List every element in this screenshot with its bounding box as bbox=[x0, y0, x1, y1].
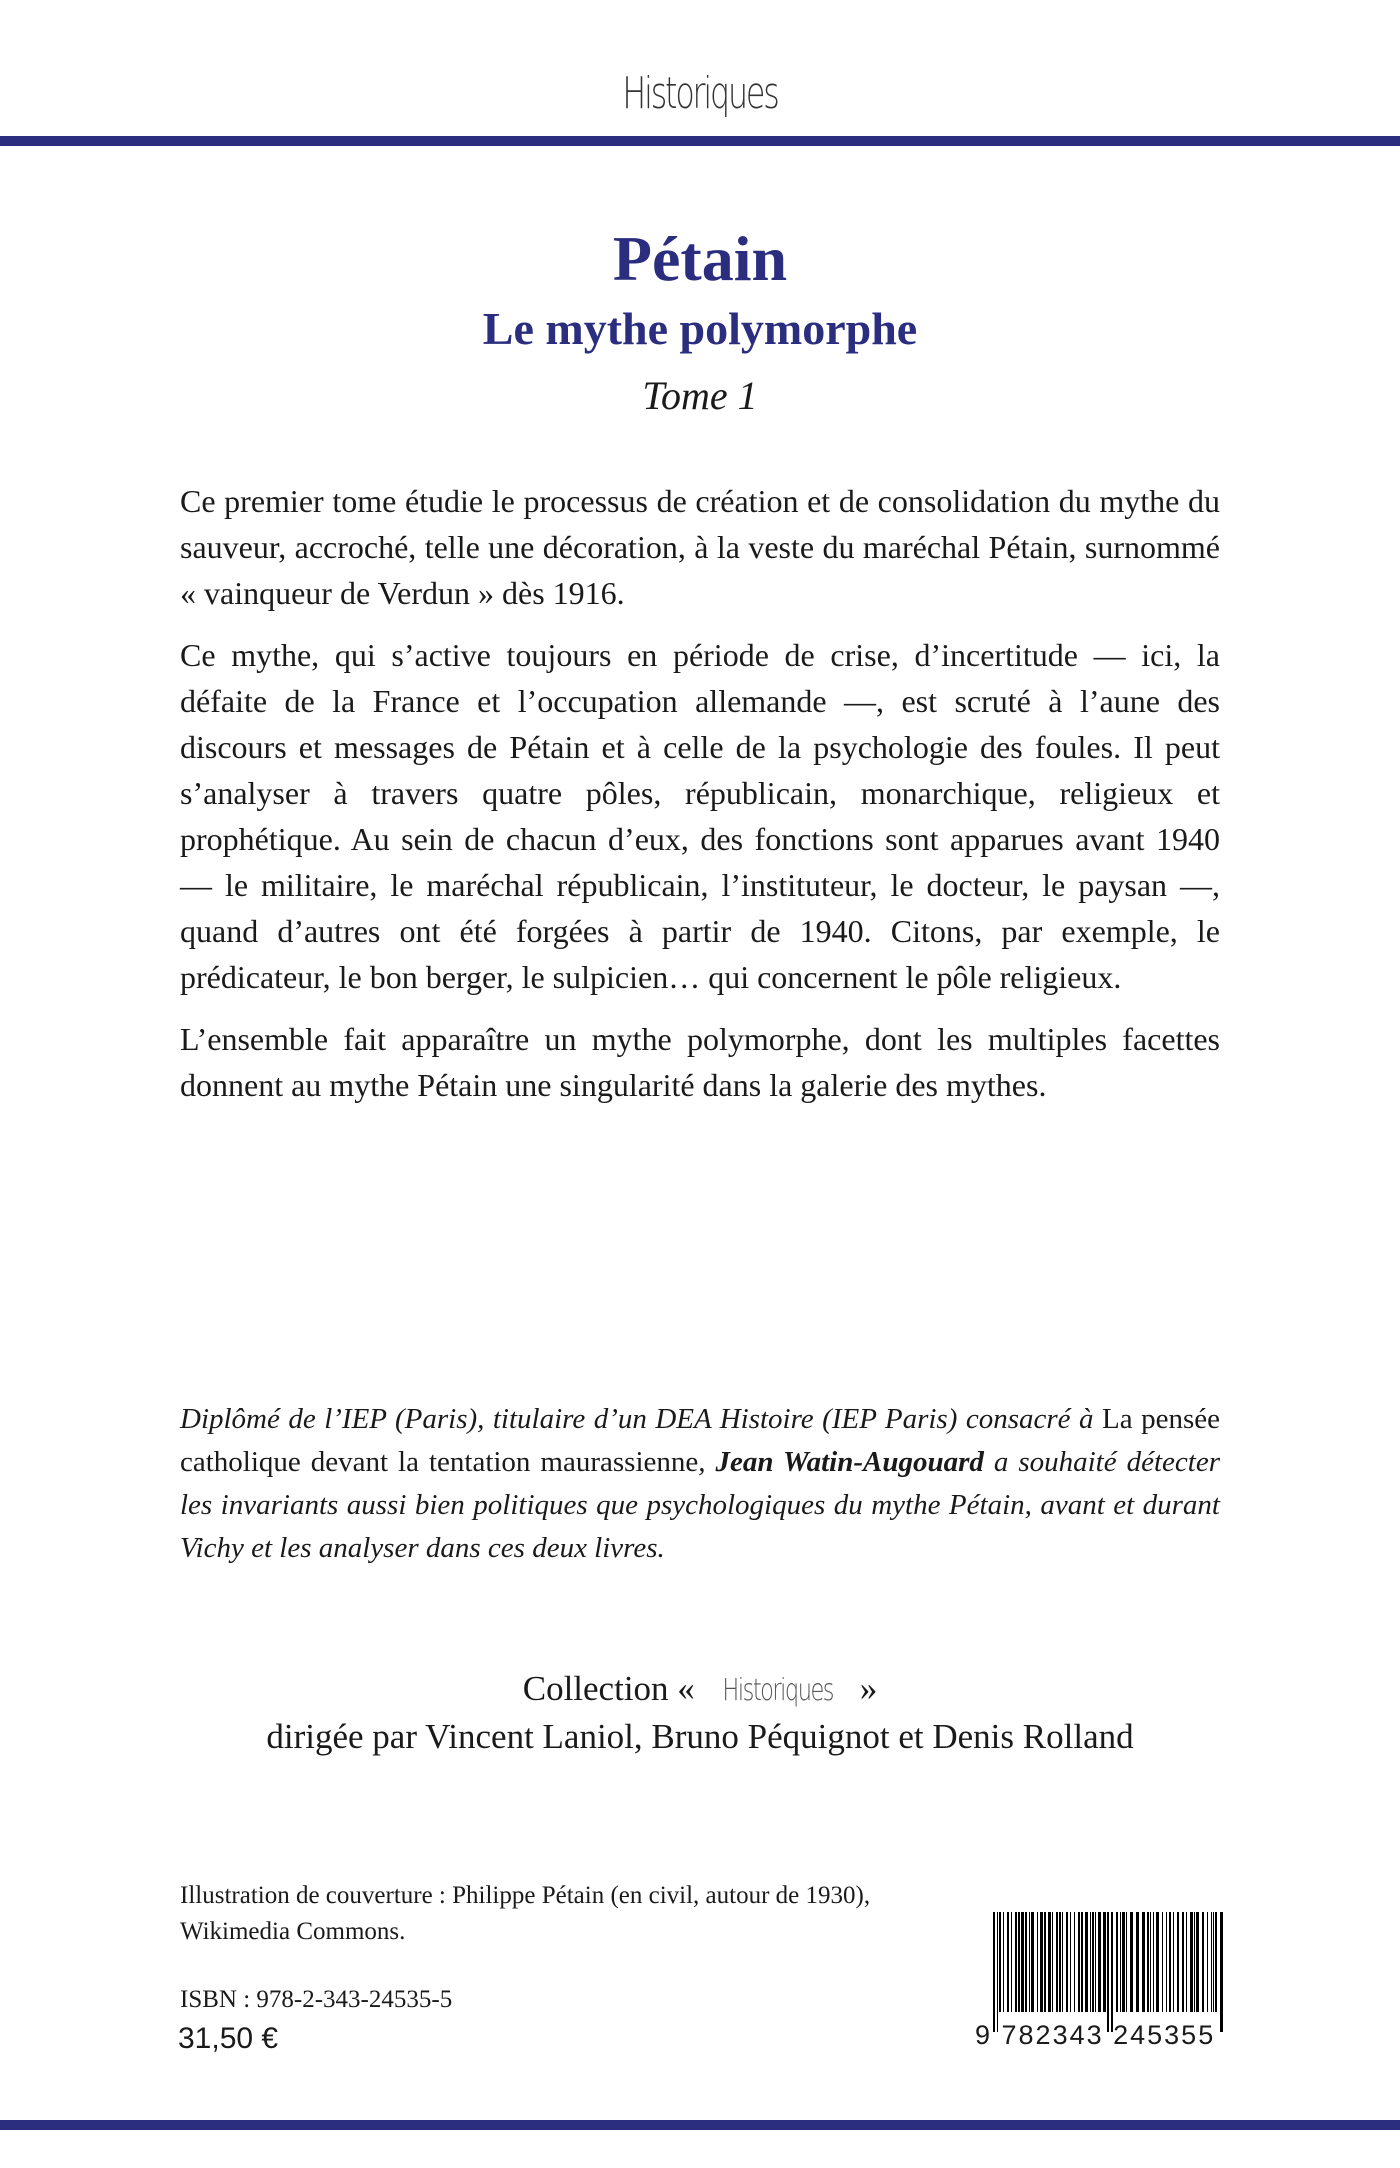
barcode-bar bbox=[1186, 1912, 1187, 2012]
barcode-bar bbox=[997, 1912, 998, 2032]
cover-credit bbox=[180, 1878, 870, 1950]
barcode-bar bbox=[1074, 1912, 1075, 2012]
summary-paragraph: L’ensemble fait apparaître un mythe polymorphe, dont les multiples facettes donnent au mythe Pétain une singularité dans la galerie des mythes. bbox=[180, 1021, 1220, 1103]
barcode-bar bbox=[1037, 1912, 1038, 2012]
collection-suffix: » bbox=[851, 1669, 878, 1708]
barcode-bar bbox=[1056, 1912, 1058, 2012]
barcode-bar bbox=[1066, 1912, 1068, 2012]
barcode-bar bbox=[1173, 1912, 1174, 2012]
barcode-bar bbox=[1018, 1912, 1020, 2012]
summary bbox=[180, 478, 1220, 1124]
barcode-bar bbox=[1048, 1912, 1051, 2012]
barcode-bar bbox=[1007, 1912, 1009, 2012]
bio-text: a souhaité détecter les invariants aussi bien politiques que psychologiques du mythe Pétain, avant et durant Vichy et les analyser dans ces deux livres. bbox=[180, 1446, 1220, 1564]
barcode-bar bbox=[1130, 1912, 1133, 2012]
collection-prefix: Collection « bbox=[522, 1669, 704, 1708]
barcode-bar bbox=[1029, 1912, 1030, 2012]
book-title: Pétain bbox=[612, 223, 788, 294]
barcode-bar bbox=[1153, 1912, 1154, 2012]
barcode-bar bbox=[1207, 1912, 1208, 2012]
credit-line: Wikimedia Commons. bbox=[180, 1918, 406, 1945]
barcode-bar bbox=[1085, 1912, 1088, 2012]
barcode-bar bbox=[1147, 1912, 1149, 2012]
barcode-bar bbox=[1081, 1912, 1083, 2012]
barcode-bar bbox=[1150, 1912, 1151, 2012]
barcode-bar bbox=[1015, 1912, 1017, 2012]
barcode-bar bbox=[1116, 1912, 1118, 2012]
barcode-bar bbox=[999, 1912, 1001, 2012]
bottom-divider bbox=[0, 2120, 1400, 2130]
summary-paragraph: Ce mythe, qui s’active toujours en période de crise, d’incertitude — ici, la défaite de la France et l’occupation allemande —, est scruté à l’aune des discours et messages de Pétain et à celle de la psychologie des foules. Il peut s’analyser à travers quatre pôles, républicain, monarchique, religieux et prophétique. Au sein de chacun d’eux, des fonctions sont apparues avant 1940 — le militaire, le maréchal républicain, l’instituteur, le docteur, le paysan —, quand d’autres ont été forgées à partir de 1940. Citons, par exemple, le prédicateur, le bon berger, le sulpicien… qui concernent le pôle religieux. bbox=[180, 637, 1220, 995]
barcode-bar bbox=[1092, 1912, 1094, 2012]
barcode-bar bbox=[1107, 1912, 1109, 2032]
barcode-bar bbox=[1194, 1912, 1195, 2012]
barcode-bar bbox=[1120, 1912, 1121, 2012]
bio-text: Diplômé de l’IEP (Paris), titulaire d’un DEA Histoire (IEP Paris) consacré à bbox=[180, 1403, 1103, 1435]
barcode-bar bbox=[1136, 1912, 1139, 2012]
barcode-bar bbox=[1098, 1912, 1101, 2012]
barcode-bar bbox=[1177, 1912, 1179, 2012]
barcode bbox=[975, 1912, 1235, 2052]
author-bio bbox=[180, 1398, 1220, 1570]
barcode-bar bbox=[1142, 1912, 1145, 2012]
barcode-bar bbox=[1211, 1912, 1212, 2012]
barcode-bar bbox=[1059, 1912, 1061, 2012]
barcode-bars bbox=[975, 1912, 1235, 2032]
barcode-bar bbox=[1190, 1912, 1193, 2012]
barcode-bar bbox=[1126, 1912, 1127, 2012]
barcode-bar bbox=[1052, 1912, 1053, 2012]
barcode-bar bbox=[1196, 1912, 1199, 2012]
summary-paragraph: Ce premier tome étudie le processus de création et de consolidation du mythe du sauveur, accroché, telle une décoration, à la veste du maréchal Pétain, surnommé « vainqueur de Verdun » dès 1916. bbox=[180, 483, 1220, 611]
barcode-bar bbox=[1078, 1912, 1080, 2012]
barcode-bar bbox=[1162, 1912, 1163, 2012]
thesis-title: La pensée catholique devant la tentation maurassienne bbox=[180, 1403, 1220, 1478]
collection-directors: dirigée par Vincent Laniol, Bruno Péquignot et Denis Rolland bbox=[266, 1717, 1134, 1756]
barcode-bar bbox=[1062, 1912, 1063, 2012]
author-name: Jean Watin-Augouard bbox=[715, 1446, 984, 1478]
barcode-bar bbox=[1003, 1912, 1004, 2012]
barcode-bar bbox=[1040, 1912, 1043, 2012]
barcode-bar bbox=[1025, 1912, 1027, 2012]
credit-line: Illustration de couverture : Philippe Pétain (en civil, autour de 1930), bbox=[180, 1882, 871, 1909]
barcode-bar bbox=[1044, 1912, 1046, 2012]
barcode-bar bbox=[1213, 1912, 1214, 2012]
collection-name: Historiques bbox=[721, 1673, 833, 1708]
barcode-bar bbox=[1122, 1912, 1125, 2012]
barcode-bar bbox=[1111, 1912, 1113, 2032]
barcode-bar bbox=[1095, 1912, 1096, 2012]
barcode-number: 9 782343 245355 bbox=[975, 2020, 1216, 2050]
barcode-bar bbox=[993, 1912, 995, 2032]
barcode-bar bbox=[1021, 1912, 1024, 2012]
bio-text: , bbox=[698, 1446, 716, 1478]
barcode-bar bbox=[1220, 1912, 1223, 2032]
barcode-bar bbox=[1215, 1912, 1217, 2012]
price: 31,50 € bbox=[178, 2022, 279, 2055]
barcode-bar bbox=[1202, 1912, 1204, 2012]
barcode-bar bbox=[1031, 1912, 1034, 2012]
barcode-bar bbox=[1156, 1912, 1159, 2012]
book-subtitle: Le mythe polymorphe bbox=[482, 303, 918, 354]
volume-label: Tome 1 bbox=[642, 373, 758, 418]
collection-info bbox=[0, 1666, 1400, 1760]
barcode-bar bbox=[1090, 1912, 1091, 2012]
barcode-bar bbox=[1169, 1912, 1171, 2012]
barcode-bar bbox=[1070, 1912, 1071, 2012]
isbn: ISBN : 978-2-343-24535-5 bbox=[180, 1986, 453, 2013]
series-logo: Historiques bbox=[622, 68, 778, 119]
barcode-bar bbox=[1182, 1912, 1184, 2012]
barcode-bar bbox=[1011, 1912, 1012, 2012]
barcode-bar bbox=[1103, 1912, 1106, 2012]
barcode-bar bbox=[1166, 1912, 1167, 2012]
top-divider bbox=[0, 136, 1400, 146]
